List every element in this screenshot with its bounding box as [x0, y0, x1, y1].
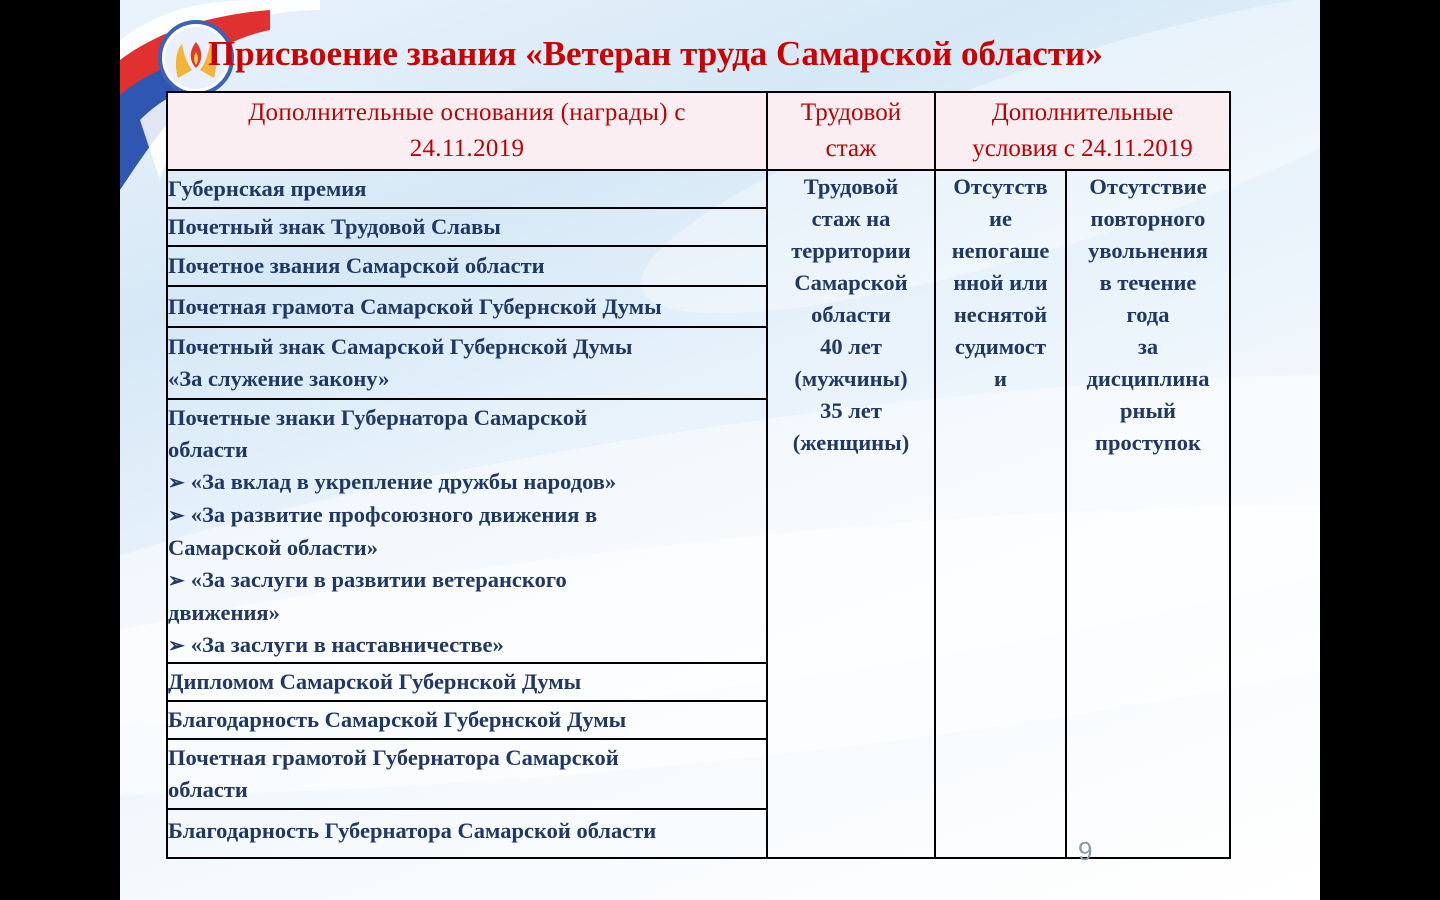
award-cell: Почетные знаки Губернатора Самарской области ➢ «За вклад в укрепление дружбы народов» ➢ «За развитие профсоюзного движения в Самарской области» ➢ «За заслуги в развитии ветеранского движения» ➢ «За заслуги в наставничестве» — [167, 399, 767, 663]
condition-dismissal-cell: Отсутствие повторного увольнения в течение года за дисциплина рный проступок — [1066, 170, 1230, 858]
award-cell: Почетный знак Самарской Губернской Думы «За служение закону» — [167, 327, 767, 399]
arrow-bullet-icon: ➢ — [168, 635, 185, 657]
award-cell: Почетный знак Трудовой Славы — [167, 208, 767, 246]
award-cell: Благодарность Самарской Губернской Думы — [167, 701, 767, 739]
experience-cell: Трудовой стаж на территории Самарской области 40 лет (мужчины) 35 лет (женщины) — [767, 170, 935, 858]
header-conditions: Дополнительные условия с 24.11.2019 — [935, 92, 1230, 170]
award-cell: Почетная грамотой Губернатора Самарской области — [167, 739, 767, 809]
header-experience: Трудовой стаж — [767, 92, 935, 170]
header-awards: Дополнительные основания (награды) с 24.11.2019 — [167, 92, 767, 170]
award-cell: Губернская премия — [167, 170, 767, 208]
table-row — [167, 170, 1230, 208]
table-header-row — [167, 92, 1230, 170]
page-title: Присвоение звания «Ветеран труда Самарской области» — [208, 34, 1103, 73]
arrow-bullet-icon: ➢ — [168, 472, 185, 494]
award-cell: Благодарность Губернатора Самарской области — [167, 809, 767, 858]
page-number: 9 — [1078, 836, 1093, 866]
list-item: ➢ «За заслуги в наставничестве» — [168, 632, 504, 657]
award-cell: Почетное звания Самарской области — [167, 246, 767, 286]
award-cell: Почетная грамота Самарской Губернской Думы — [167, 286, 767, 327]
list-item: ➢ «За вклад в укрепление дружбы народов» — [168, 469, 617, 494]
list-item: ➢ «За развитие профсоюзного движения в — [168, 502, 598, 527]
arrow-bullet-icon: ➢ — [168, 505, 185, 527]
list-item: ➢ «За заслуги в развитии ветеранского — [168, 567, 567, 592]
condition-criminal-record-cell: Отсутств ие непогаше нной или неснятой судимост и — [935, 170, 1066, 858]
award-cell: Дипломом Самарской Губернской Думы — [167, 663, 767, 701]
arrow-bullet-icon: ➢ — [168, 570, 185, 592]
veteran-requirements-table — [166, 91, 1231, 859]
